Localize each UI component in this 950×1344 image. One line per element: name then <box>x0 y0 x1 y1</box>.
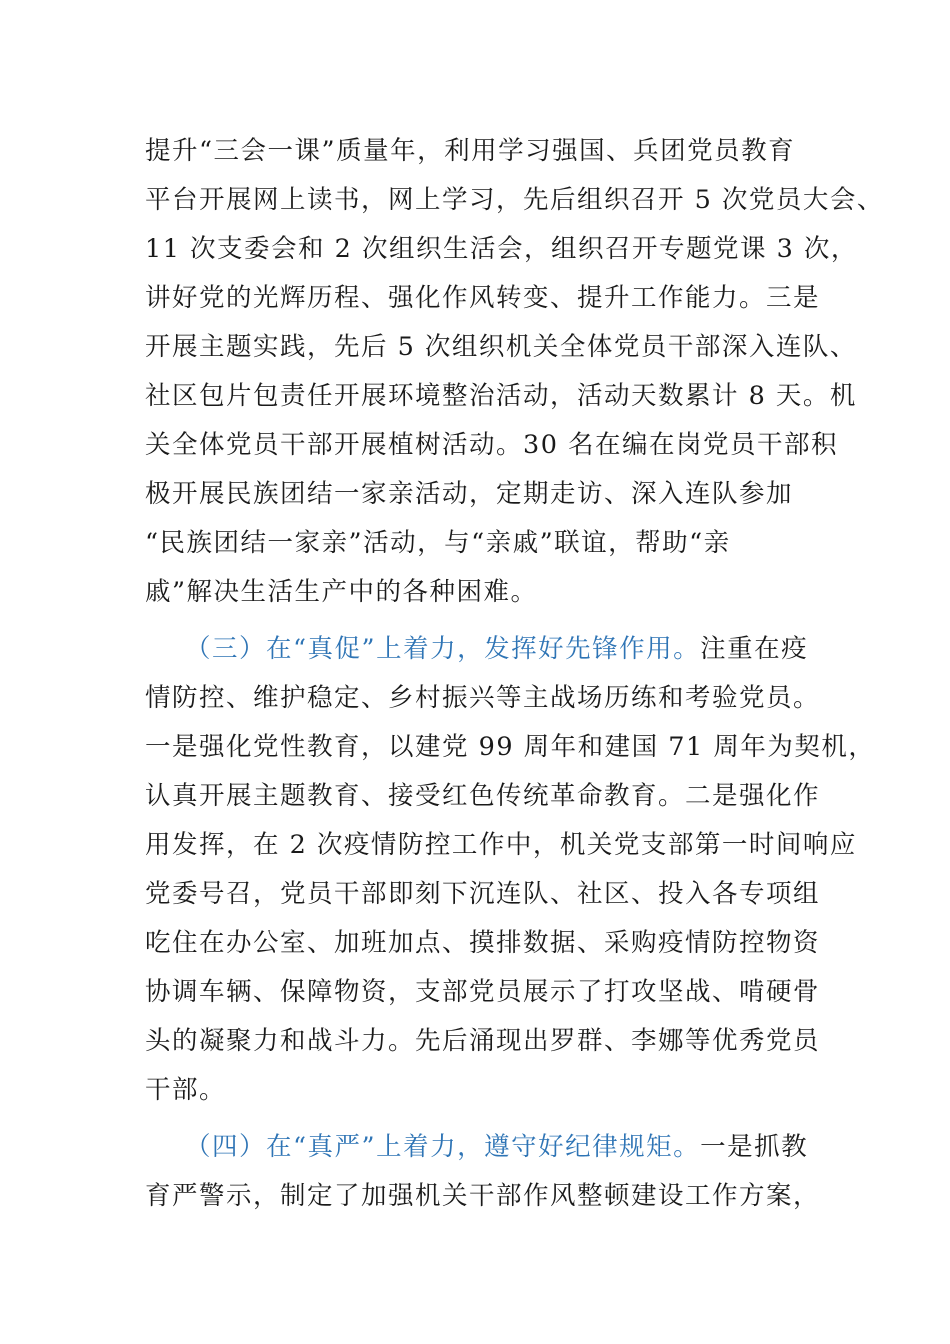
paragraph-line: 关全体党员干部开展植树活动。30 名在编在岗党员干部积 <box>145 430 839 460</box>
paragraph-line: 协调车辆、保障物资，支部党员展示了打攻坚战、啃硬骨 <box>145 977 821 1007</box>
paragraph-line: 育严警示，制定了加强机关干部作风整顿建设工作方案， <box>145 1181 821 1211</box>
section-4-heading-tail: 一是抓教 <box>700 1132 809 1162</box>
paragraph-line: 认真开展主题教育、接受红色传统革命教育。二是强化作 <box>145 781 821 811</box>
paragraph-line: 提升“三会一课”质量年，利用学习强国、兵团党员教育 <box>145 136 796 166</box>
section-3-heading-tail: 注重在疫 <box>700 634 809 664</box>
section-4-heading: （四）在“真严”上着力，遵守好纪律规矩。 <box>185 1132 701 1162</box>
paragraph-line: 平台开展网上读书，网上学习，先后组织召开 5 次党员大会、 <box>145 185 884 215</box>
paragraph-line: 讲好党的光辉历程、强化作风转变、提升工作能力。三是 <box>145 283 821 313</box>
paragraph-line: 社区包片包责任开展环境整治活动，活动天数累计 8 天。机 <box>145 381 857 411</box>
paragraph-line: “民族团结一家亲”活动，与“亲戚”联谊，帮助“亲 <box>145 528 731 558</box>
paragraph-line: 吃住在办公室、加班加点、摸排数据、采购疫情防控物资 <box>145 928 821 958</box>
paragraph-line: 干部。 <box>145 1075 227 1105</box>
paragraph-line: 用发挥，在 2 次疫情防控工作中，机关党支部第一时间响应 <box>145 830 857 860</box>
paragraph-line: 戚”解决生活生产中的各种困难。 <box>145 577 538 607</box>
section-3-heading: （三）在“真促”上着力，发挥好先锋作用。 <box>185 634 701 664</box>
paragraph-line: 极开展民族团结一家亲活动，定期走访、深入连队参加 <box>145 479 794 509</box>
paragraph-line: 开展主题实践，先后 5 次组织机关全体党员干部深入连队、 <box>145 332 857 362</box>
paragraph-line: 头的凝聚力和战斗力。先后涌现出罗群、李娜等优秀党员 <box>145 1026 821 1056</box>
paragraph-line: 11 次支委会和 2 次组织生活会，组织召开专题党课 3 次， <box>145 234 858 264</box>
paragraph-line: 党委号召，党员干部即刻下沉连队、社区、投入各专项组 <box>145 879 821 909</box>
section-4-heading-line <box>185 1130 808 1164</box>
paragraph-line: 情防控、维护稳定、乡村振兴等主战场历练和考验党员。 <box>145 683 821 713</box>
paragraph-line: 一是强化党性教育，以建党 99 周年和建国 71 周年为契机， <box>145 732 876 762</box>
section-3-heading-line <box>185 632 808 666</box>
